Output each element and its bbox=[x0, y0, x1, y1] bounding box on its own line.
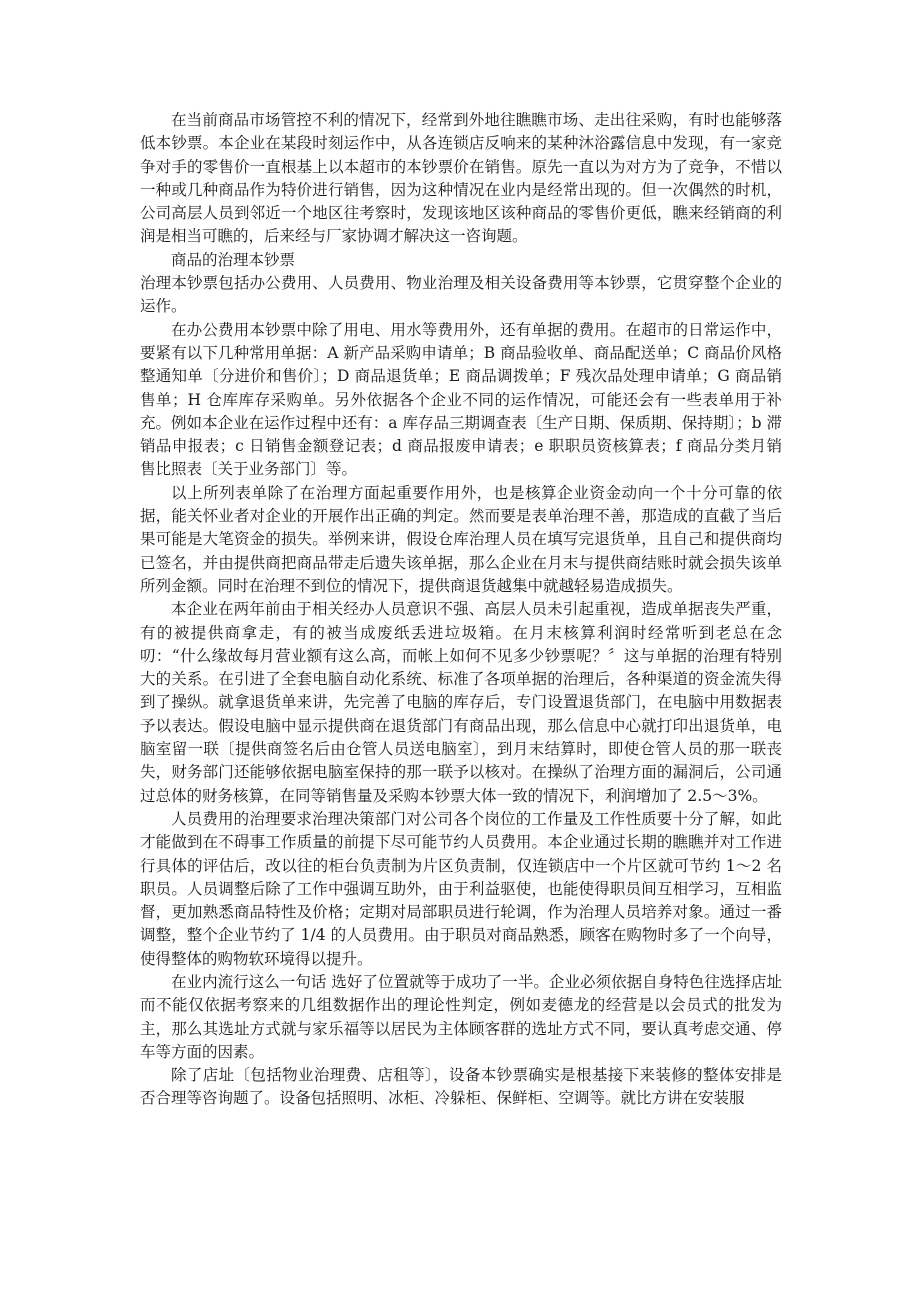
paragraph-market-procurement: 在当前商品市场管控不利的情况下，经常到外地往瞧瞧市场、走出往采购，有时也能够落低本钞票。本企业在某段时刻运作中，从各连锁店反响来的某种沐浴露信息中发现，有一家竞争对手的零售价一直根基上以本超市的本钞票价在销售。原先一直以为对方为了竞争，不惜以一种或几种商品作为特价进行销售，因为这种情况在业内是经常出现的。但一次偶然的时机，公司高层人员到邻近一个地区往考察时，发现该地区该种商品的零售价更低，瞧来经销商的利润是相当可瞧的，后来经与厂家协调才解决这一咨询题。 bbox=[140, 111, 782, 246]
paragraph-personnel-cost: 人员费用的治理要求治理决策部门对公司各个岗位的工作量及工作性质要十分了解，如此才能做到在不碍事工作质量的前提下尽可能节约人员费用。本企业通过长期的瞧瞧并对工作进行具体的评估后，改以往的柜台负责制为片区负责制，仅连锁店中一个片区就可节约 1～2 名职员。人员调整后除了工作中强调互助外，由于利益驱使，也能使得职员间互相学习，互相监督，更加熟悉商品特性及价格；定期对局部职员进行轮调，作为治理人员培养对象。通过一番调整，整个企业节约了 1/4 的人员费用。由于职员对商品熟悉，顾客在购物时多了一个向导，使得整体的购物软环境得以提升。 bbox=[140, 809, 782, 968]
document-body bbox=[140, 109, 782, 1111]
paragraph-office-expenses: 在办公费用本钞票中除了用电、用水等费用外，还有单据的费用。在超市的日常运作中，要紧有以下几种常用单据：A 新产品采购申请单；B 商品验收单、商品配送单；C 商品价风格整通知单〔分进价和售价〕；D 商品退货单；E 商品调拨单；F 残次品处理申请单；G 商品销售单；H 仓库库存采购单。另外依据各个企业不同的运作情况，可能还会有一些表单用于补充。例如本企业在运作过程中还有：a 库存品三期调查表〔生产日期、保质期、保持期〕；b 滞销品申报表；c 日销售金额登记表；d 商品报废申请表；e 职职员资核算表；f 商品分类月销售比照表〔关于业务部门〕等。 bbox=[140, 320, 782, 479]
paragraph-form-management: 以上所列表单除了在治理方面起重要作用外，也是核算企业资金动向一个十分可靠的依据，能关怀业者对企业的开展作出正确的判定。然而要是表单治理不善，那造成的直截了当后果可能是大笔资金的损失。举例来讲，假设仓库治理人员在填写完退货单，且自己和提供商均已签名，并由提供商把商品带走后遗失该单据，那么企业在月末与提供商结账时就会损失该单所列金额。同时在治理不到位的情况下，提供商退货越集中就越轻易造成损失。 bbox=[140, 483, 782, 595]
paragraph-management-cost-definition: 治理本钞票包括办公费用、人员费用、物业治理及相关设备费用等本钞票，它贯穿整个企业的运作。 bbox=[140, 274, 782, 316]
paragraph-equipment-cost: 除了店址〔包括物业治理费、店租等〕，设备本钞票确实是根基接下来装修的整体安排是否合理等咨询题了。设备包括照明、冰柜、冷躲柜、保鲜柜、空调等。就比方讲在安装服 bbox=[140, 1066, 782, 1108]
paragraph-site-selection: 在业内流行这么一句话 选好了位置就等于成功了一半。企业必须依据自身特色往选择店址而不能仅依据考察来的几组数据作出的理论性判定，例如麦德龙的经营是以会员式的批发为主，那么其选址方式就与家乐福等以居民为主体顾客群的选址方式不同，要认真考虑交通、停车等方面的因素。 bbox=[140, 972, 782, 1061]
section-heading-management-cost: 商品的治理本钞票 bbox=[171, 250, 296, 269]
paragraph-document-loss: 本企业在两年前由于相关经办人员意识不强、高层人员未引起重视，造成单据丧失严重，有的被提供商拿走，有的被当成废纸丢进垃圾箱。在月末核算利润时经常听到老总在念叨：“什么缘故每月营业额有这么高，而帐上如何不见多少钞票呢？〞这与单据的治理有特别大的关系。在引进了全套电脑自动化系统、标准了各项单据的治理后，各种渠道的资金流失得到了操纵。就拿退货单来讲，先完善了电脑的库存后，专门设置退货部门，在电脑中用数据表予以表达。假设电脑中显示提供商在退货部门有商品出现，那么信息中心就打印出退货单，电脑室留一联〔提供商签名后由仓管人员送电脑室〕，到月末结算时，即使仓管人员的那一联丧失，财务部门还能够依据电脑室保持的那一联予以核对。在操纵了治理方面的漏洞后，公司通过总体的财务核算，在同等销售量及采购本钞票大体一致的情况下，利润增加了 2.5～3%。 bbox=[140, 600, 782, 805]
